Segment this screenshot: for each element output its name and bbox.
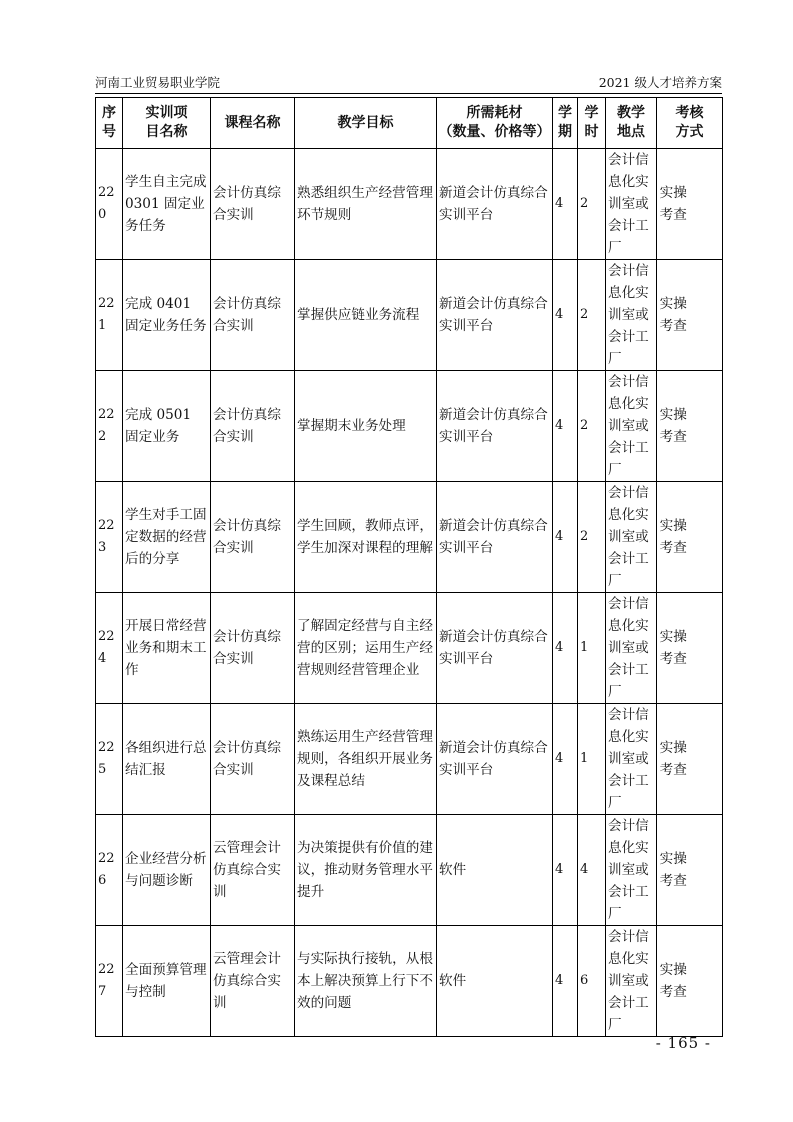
materials-text: 新道会计仿真综合实训平台 xyxy=(439,296,548,334)
cell-index xyxy=(96,260,123,371)
cell-term xyxy=(553,260,578,371)
column-header-location xyxy=(606,98,657,149)
cell-hours xyxy=(578,593,606,704)
cell-project xyxy=(123,482,211,593)
materials-text: 软件 xyxy=(439,862,467,878)
cell-assessment xyxy=(657,371,723,482)
cell-location xyxy=(606,482,657,593)
cell-project xyxy=(123,593,211,704)
table-row xyxy=(96,260,723,371)
assessment-text: 实操考查 xyxy=(659,518,687,556)
cell-hours xyxy=(578,260,606,371)
column-header-goal xyxy=(295,98,437,149)
assessment-text: 实操考查 xyxy=(659,407,687,445)
hours-text: 2 xyxy=(580,529,589,544)
cell-location xyxy=(606,926,657,1037)
cell-project xyxy=(123,149,211,260)
hours-text: 6 xyxy=(580,973,589,988)
cell-course xyxy=(211,815,295,926)
column-header-assessment-label: 考核方式 xyxy=(675,105,704,140)
cell-location xyxy=(606,260,657,371)
cell-project xyxy=(123,260,211,371)
cell-location xyxy=(606,593,657,704)
cell-index xyxy=(96,371,123,482)
project-text: 全面预算管理与控制 xyxy=(125,962,207,1000)
cell-assessment xyxy=(657,704,723,815)
cell-index xyxy=(96,815,123,926)
cell-assessment xyxy=(657,593,723,704)
column-header-project xyxy=(123,98,211,149)
column-header-hours xyxy=(578,98,606,149)
location-text: 会计信息化实训室或会计工厂 xyxy=(608,485,649,589)
hours-text: 2 xyxy=(580,307,589,322)
column-header-course-label: 课程名称 xyxy=(224,114,281,131)
cell-goal xyxy=(295,815,437,926)
hours-text: 1 xyxy=(580,640,589,655)
course-text: 会计仿真综合实训 xyxy=(213,518,281,556)
term-text: 4 xyxy=(555,307,564,322)
index-text: 222 xyxy=(98,407,115,444)
cell-goal xyxy=(295,593,437,704)
cell-assessment xyxy=(657,260,723,371)
column-header-assessment xyxy=(657,98,723,149)
cell-hours xyxy=(578,926,606,1037)
location-text: 会计信息化实训室或会计工厂 xyxy=(608,152,649,256)
location-text: 会计信息化实训室或会计工厂 xyxy=(608,929,649,1033)
cell-index xyxy=(96,593,123,704)
cell-course xyxy=(211,482,295,593)
materials-text: 新道会计仿真综合实训平台 xyxy=(439,629,548,667)
location-text: 会计信息化实训室或会计工厂 xyxy=(608,818,649,922)
location-text: 会计信息化实训室或会计工厂 xyxy=(608,707,649,811)
index-text: 224 xyxy=(98,629,115,666)
cell-location xyxy=(606,704,657,815)
index-text: 221 xyxy=(98,296,115,333)
term-text: 4 xyxy=(555,196,564,211)
cell-materials xyxy=(437,260,553,371)
assessment-text: 实操考查 xyxy=(659,629,687,667)
cell-index xyxy=(96,482,123,593)
cell-term xyxy=(553,926,578,1037)
term-text: 4 xyxy=(555,973,564,988)
cell-hours xyxy=(578,482,606,593)
cell-project xyxy=(123,926,211,1037)
goal-text: 学生回顾，教师点评，学生加深对课程的理解 xyxy=(297,518,433,556)
project-text: 完成 0401 固定业务任务 xyxy=(125,296,207,334)
cell-term xyxy=(553,371,578,482)
hours-text: 1 xyxy=(580,751,589,766)
index-text: 227 xyxy=(98,962,115,999)
term-text: 4 xyxy=(555,640,564,655)
column-header-project-label: 实训项目名称 xyxy=(145,105,188,140)
cell-materials xyxy=(437,926,553,1037)
column-header-index-label: 序号 xyxy=(102,105,116,140)
cell-term xyxy=(553,815,578,926)
term-text: 4 xyxy=(555,529,564,544)
term-text: 4 xyxy=(555,862,564,877)
cell-term xyxy=(553,482,578,593)
column-header-index xyxy=(96,98,123,149)
hours-text: 4 xyxy=(580,862,589,877)
table-row xyxy=(96,704,723,815)
assessment-text: 实操考查 xyxy=(659,185,687,223)
cell-hours xyxy=(578,371,606,482)
cell-assessment xyxy=(657,482,723,593)
cell-index xyxy=(96,926,123,1037)
goal-text: 熟悉组织生产经营管理环节规则 xyxy=(297,185,433,223)
materials-text: 新道会计仿真综合实训平台 xyxy=(439,407,548,445)
materials-text: 软件 xyxy=(439,973,467,989)
goal-text: 熟练运用生产经营管理规则，各组织开展业务及课程总结 xyxy=(297,729,433,789)
table-row xyxy=(96,371,723,482)
cell-project xyxy=(123,815,211,926)
course-text: 会计仿真综合实训 xyxy=(213,296,281,334)
assessment-text: 实操考查 xyxy=(659,962,687,1000)
cell-course xyxy=(211,926,295,1037)
cell-materials xyxy=(437,704,553,815)
table-row xyxy=(96,926,723,1037)
goal-text: 了解固定经营与自主经营的区别；运用生产经营规则经营管理企业 xyxy=(297,618,433,678)
cell-goal xyxy=(295,260,437,371)
goal-text: 为决策提供有价值的建议，推动财务管理水平提升 xyxy=(297,840,433,900)
index-text: 226 xyxy=(98,851,115,888)
cell-goal xyxy=(295,704,437,815)
course-text: 云管理会计仿真综合实训 xyxy=(213,951,281,1011)
cell-materials xyxy=(437,482,553,593)
project-text: 学生对手工固定数据的经营后的分享 xyxy=(125,507,207,567)
cell-assessment xyxy=(657,149,723,260)
assessment-text: 实操考查 xyxy=(659,296,687,334)
cell-course xyxy=(211,593,295,704)
column-header-goal-label: 教学目标 xyxy=(337,114,394,131)
column-header-materials-label: 所需耗材 xyxy=(466,105,523,121)
cell-index xyxy=(96,704,123,815)
hours-text: 2 xyxy=(580,196,589,211)
cell-goal xyxy=(295,149,437,260)
table-header-row xyxy=(96,98,723,149)
cell-index xyxy=(96,149,123,260)
column-header-term-label: 学期 xyxy=(558,105,572,140)
assessment-text: 实操考查 xyxy=(659,740,687,778)
cell-materials xyxy=(437,371,553,482)
table-row xyxy=(96,482,723,593)
term-text: 4 xyxy=(555,751,564,766)
cell-course xyxy=(211,260,295,371)
project-text: 开展日常经营业务和期末工作 xyxy=(125,618,207,678)
cell-materials xyxy=(437,815,553,926)
cell-hours xyxy=(578,149,606,260)
index-text: 220 xyxy=(98,185,115,222)
cell-location xyxy=(606,371,657,482)
cell-location xyxy=(606,815,657,926)
materials-text: 新道会计仿真综合实训平台 xyxy=(439,185,548,223)
project-text: 完成 0501 固定业务 xyxy=(125,407,192,445)
course-text: 会计仿真综合实训 xyxy=(213,407,281,445)
cell-goal xyxy=(295,371,437,482)
project-text: 各组织进行总结汇报 xyxy=(125,740,207,778)
goal-text: 掌握供应链业务流程 xyxy=(297,307,420,323)
table-row xyxy=(96,149,723,260)
cell-hours xyxy=(578,815,606,926)
cell-materials xyxy=(437,593,553,704)
course-text: 云管理会计仿真综合实训 xyxy=(213,840,281,900)
index-text: 225 xyxy=(98,740,115,777)
hours-text: 2 xyxy=(580,418,589,433)
goal-text: 与实际执行接轨，从根本上解决预算上行下不效的问题 xyxy=(297,951,433,1011)
column-header-course xyxy=(211,98,295,149)
index-text: 223 xyxy=(98,518,115,555)
cell-hours xyxy=(578,704,606,815)
course-text: 会计仿真综合实训 xyxy=(213,740,281,778)
column-header-hours-label: 学时 xyxy=(584,105,599,140)
cell-term xyxy=(553,704,578,815)
cell-materials xyxy=(437,149,553,260)
program-title: 2021 级人才培养方案 xyxy=(598,75,722,90)
project-text: 学生自主完成0301 固定业务任务 xyxy=(125,174,207,234)
cell-goal xyxy=(295,926,437,1037)
assessment-text: 实操考查 xyxy=(659,851,687,889)
cell-course xyxy=(211,704,295,815)
project-text: 企业经营分析与问题诊断 xyxy=(125,851,207,889)
cell-term xyxy=(553,593,578,704)
cell-assessment xyxy=(657,926,723,1037)
cell-project xyxy=(123,371,211,482)
goal-text: 掌握期末业务处理 xyxy=(297,418,406,434)
column-header-term xyxy=(553,98,578,149)
column-header-location-label: 教学地点 xyxy=(616,105,645,140)
table-row xyxy=(96,815,723,926)
materials-text: 新道会计仿真综合实训平台 xyxy=(439,518,548,556)
table-body xyxy=(96,149,723,1037)
cell-assessment xyxy=(657,815,723,926)
course-text: 会计仿真综合实训 xyxy=(213,629,281,667)
location-text: 会计信息化实训室或会计工厂 xyxy=(608,263,649,367)
page-number: - 165 - xyxy=(655,1034,711,1052)
location-text: 会计信息化实训室或会计工厂 xyxy=(608,596,649,700)
cell-term xyxy=(553,149,578,260)
cell-goal xyxy=(295,482,437,593)
term-text: 4 xyxy=(555,418,564,433)
cell-project xyxy=(123,704,211,815)
cell-location xyxy=(606,149,657,260)
course-text: 会计仿真综合实训 xyxy=(213,185,281,223)
table-row xyxy=(96,593,723,704)
materials-text: 新道会计仿真综合实训平台 xyxy=(439,740,548,778)
training-plan-table xyxy=(95,97,723,1037)
institution-name: 河南工业贸易职业学院 xyxy=(95,75,221,90)
cell-course xyxy=(211,371,295,482)
cell-course xyxy=(211,149,295,260)
location-text: 会计信息化实训室或会计工厂 xyxy=(608,374,649,478)
column-header-materials-sublabel: （数量、价格等） xyxy=(438,124,551,140)
header-rule xyxy=(95,93,722,94)
column-header-materials xyxy=(437,98,553,149)
